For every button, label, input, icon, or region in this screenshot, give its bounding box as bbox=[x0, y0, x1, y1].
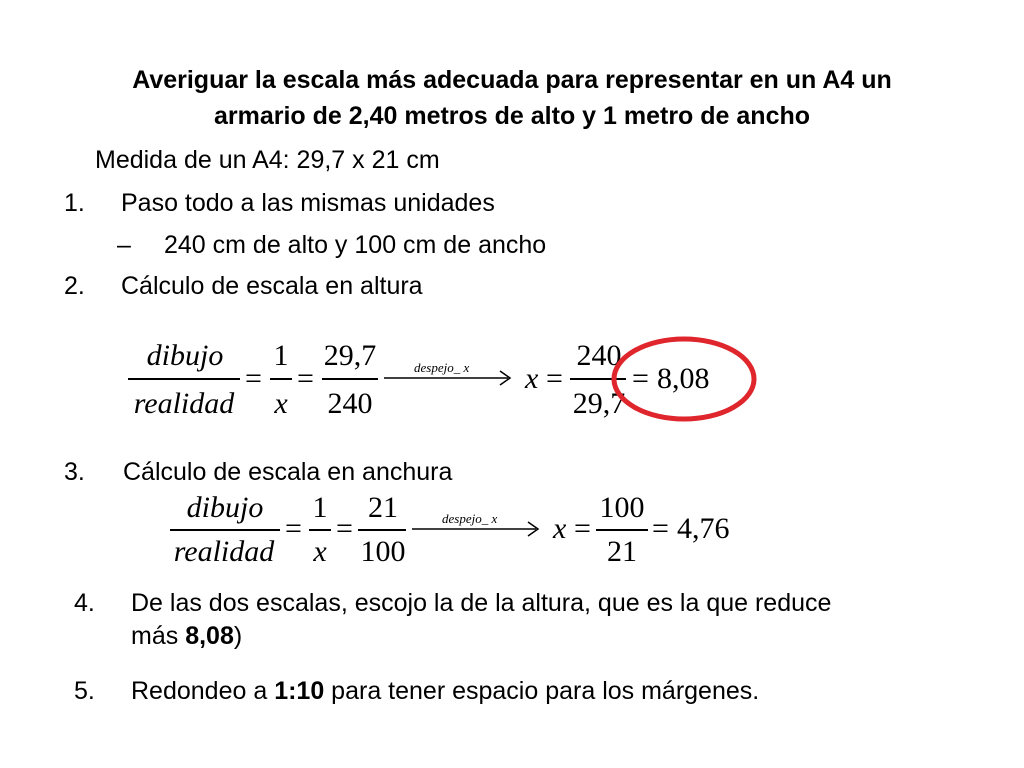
step-5-bold-scale: 1:10 bbox=[274, 677, 325, 705]
fh-den-realidad: realidad bbox=[133, 387, 235, 420]
fw-den-x: x bbox=[313, 535, 327, 568]
step-5-number: 5. bbox=[74, 677, 95, 705]
fh-arrow-icon bbox=[384, 371, 510, 385]
fh-num-1: 1 bbox=[273, 339, 289, 372]
fh-equals-3: = bbox=[546, 362, 563, 395]
fh-equals-2: = bbox=[297, 362, 314, 395]
step-1-text: Paso todo a las mismas unidades bbox=[121, 189, 495, 217]
fw-num-dibujo: dibujo bbox=[186, 491, 264, 524]
fw-arrow-icon bbox=[412, 522, 538, 536]
fw-equals-1: = bbox=[285, 512, 302, 545]
fh-var-x: x bbox=[525, 362, 539, 395]
fh-num-29-7: 29,7 bbox=[323, 339, 377, 372]
step-3-number: 3. bbox=[64, 458, 85, 486]
title-line-2: armario de 2,40 metros de alto y 1 metro de ancho bbox=[213, 102, 811, 130]
fh-arrow-label: despejo_ x bbox=[414, 360, 470, 375]
step-4-text-line-1: De las dos escalas, escojo la de la altura, que es la que reduce bbox=[131, 589, 832, 617]
step-4-text-line-2 bbox=[131, 621, 242, 651]
step-5-text-before: Redondeo a bbox=[131, 677, 275, 705]
substep-dash: – bbox=[117, 231, 131, 259]
fh-result: 8,08 bbox=[657, 362, 710, 395]
fh-num-240: 240 bbox=[576, 339, 622, 372]
step-1-number: 1. bbox=[64, 189, 85, 217]
fh-num-dibujo: dibujo bbox=[146, 339, 224, 372]
a4-size-text: Medida de un A4: 29,7 x 21 cm bbox=[95, 146, 440, 174]
step-4-bold-value: 8,08 bbox=[185, 622, 234, 650]
substep-text: 240 cm de alto y 100 cm de ancho bbox=[164, 231, 547, 259]
step-4-number: 4. bbox=[74, 589, 95, 617]
fw-equals-3: = bbox=[574, 512, 591, 545]
fh-den-240: 240 bbox=[327, 387, 373, 420]
highlight-circle-icon bbox=[614, 339, 754, 419]
fw-equals-2: = bbox=[336, 512, 353, 545]
step-5-text-after: para tener espacio para los márgenes. bbox=[324, 677, 760, 705]
step-2-text: Cálculo de escala en altura bbox=[121, 272, 423, 300]
fw-num-100: 100 bbox=[599, 491, 645, 524]
title-line-1: Averiguar la escala más adecuada para representar en un A4 un bbox=[132, 66, 892, 94]
fw-num-21: 21 bbox=[368, 491, 398, 524]
step-4-text-more: más bbox=[131, 622, 186, 650]
fh-equals-1: = bbox=[245, 362, 262, 395]
step-5-text bbox=[131, 676, 759, 706]
fw-den-21: 21 bbox=[607, 535, 637, 568]
fh-den-x: x bbox=[274, 387, 288, 420]
step-2-number: 2. bbox=[64, 272, 85, 300]
fw-equals-4: = bbox=[652, 512, 669, 545]
fw-den-realidad: realidad bbox=[173, 535, 275, 568]
fw-arrow-label: despejo_ x bbox=[442, 511, 498, 526]
fh-equals-4: = bbox=[632, 362, 649, 395]
step-3-text: Cálculo de escala en anchura bbox=[123, 458, 453, 486]
fh-den-29-7: 29,7 bbox=[572, 387, 626, 420]
fw-result: 4,76 bbox=[677, 512, 730, 545]
fw-var-x: x bbox=[553, 512, 567, 545]
fw-num-1: 1 bbox=[312, 491, 328, 524]
fw-den-100: 100 bbox=[360, 535, 406, 568]
step-4-text-close: ) bbox=[233, 622, 243, 650]
